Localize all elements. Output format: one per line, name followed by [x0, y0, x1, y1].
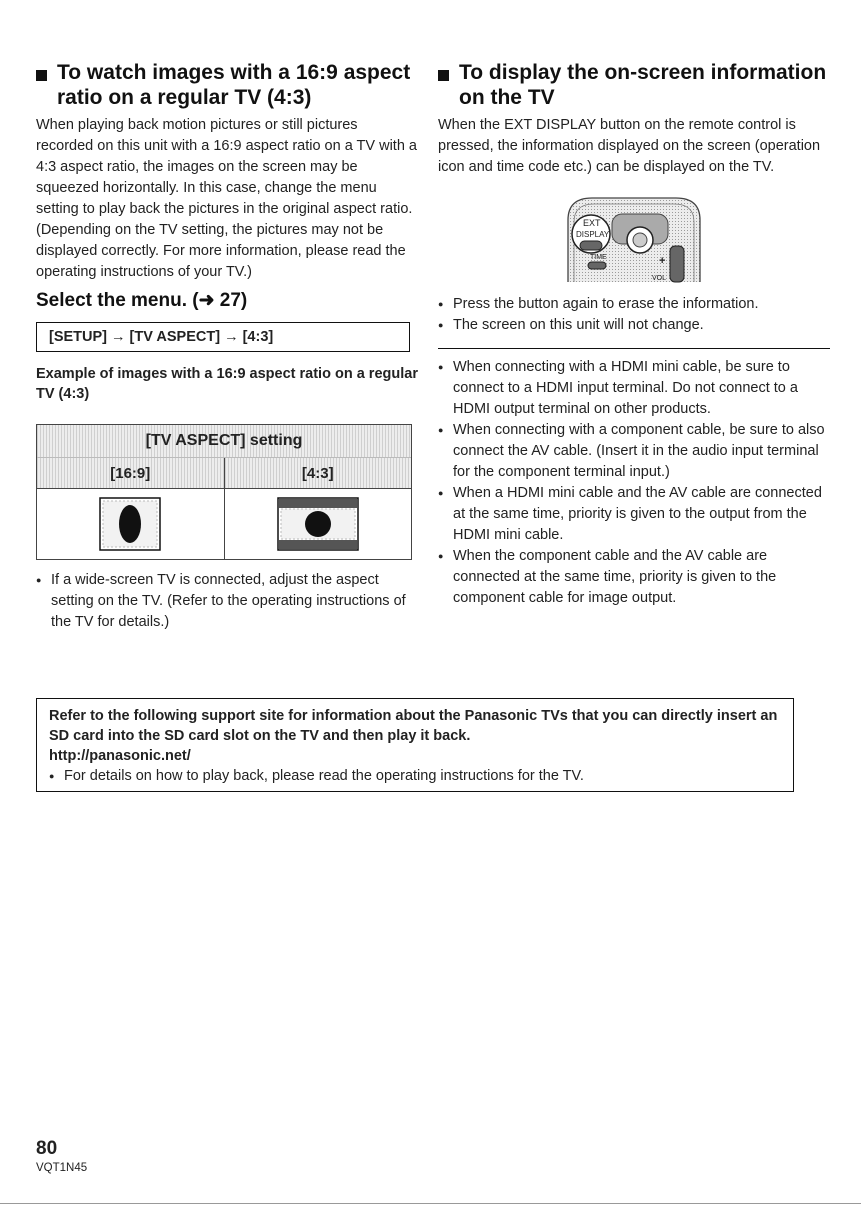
- list-item: ● When connecting with a HDMI mini cable, be sure to connect to a HDMI input terminal. Do not connect to a HDMI output terminal on other products.: [438, 357, 830, 420]
- tab-16-9: [16:9]: [37, 458, 224, 488]
- connection-notes: [438, 357, 830, 609]
- bottom-rule: [0, 1203, 861, 1204]
- menu-path-text: [SETUP] → [TV ASPECT] → [4:3]: [49, 329, 274, 345]
- tv-aspect-examples: [37, 489, 411, 559]
- remote-control-illustration: [438, 194, 830, 284]
- list-item: ● If a wide-screen TV is connected, adjust the aspect setting on the TV. (Refer to the operating instructions of the TV for details.): [36, 570, 418, 633]
- list-item: ● The screen on this unit will not change.: [438, 315, 830, 336]
- aspect-paragraph: When playing back motion pictures or still pictures recorded on this unit with a 16:9 aspect ratio on a TV with a 4:3 aspect ratio, the images on the screen may be squeezed horizontally. In this case, change the menu setting to play back the pictures in the original aspect ratio. (Depending on the TV setting, the pictures may not be displayed correctly. For more information, please read the operating instructions of your TV.): [36, 117, 417, 280]
- squeezed-image-icon: [99, 497, 161, 551]
- letterbox-image-icon: [277, 497, 359, 551]
- left-column: [36, 60, 418, 633]
- list-item: ● When connecting with a component cable, be sure to also connect the AV cable. (Insert it in the audio input terminal for the component terminal input.): [438, 420, 830, 483]
- support-site-notice: [36, 698, 794, 792]
- left-notes: [36, 570, 418, 633]
- section-heading-aspect: [36, 60, 418, 110]
- document-code: VQT1N45: [36, 1162, 88, 1174]
- example-16-9-cell: [37, 489, 224, 559]
- ext-label: EXT: [583, 218, 601, 228]
- menu-path-box: [36, 322, 410, 352]
- support-url: http://panasonic.net/: [49, 748, 191, 764]
- onscreen-paragraph: When the EXT DISPLAY button on the remote control is pressed, the information displayed on the screen (operation icon and time code etc.) can be displayed on the TV.: [438, 117, 821, 175]
- divider: [438, 348, 830, 349]
- list-item: ● Press the button again to erase the information.: [438, 294, 830, 315]
- notice-notes: [49, 766, 781, 787]
- example-title: Example of images with a 16:9 aspect ratio on a regular TV (4:3): [36, 366, 418, 402]
- vol-label: VOL: [652, 275, 667, 282]
- list-item: ● When the component cable and the AV cable are connected at the same time, priority is given to the component cable for image output.: [438, 546, 830, 609]
- list-item: ● For details on how to play back, please read the operating instructions for the TV.: [49, 766, 781, 787]
- example-4-3-cell: [224, 489, 412, 559]
- section-heading-onscreen: [438, 60, 830, 110]
- tab-4-3: [4:3]: [224, 458, 412, 488]
- tv-aspect-tabs: [37, 457, 411, 489]
- page-number: 80: [36, 1138, 58, 1159]
- square-bullet-icon: [36, 70, 47, 81]
- heading-onscreen-info: To display the on-screen information on the TV: [459, 61, 827, 109]
- remote-control-icon: [564, 194, 704, 284]
- tv-aspect-setting-header: [TV ASPECT] setting: [37, 425, 411, 457]
- list-item: ● When a HDMI mini cable and the AV cable are connected at the same time, priority is given to the output from the HDMI mini cable.: [438, 483, 830, 546]
- notice-text: Refer to the following support site for information about the Panasonic TVs that you can directly insert an SD card into the SD card slot on the TV and then play it back.: [49, 708, 778, 744]
- heading-aspect-ratio: To watch images with a 16:9 aspect ratio on a regular TV (4:3): [57, 61, 411, 109]
- onscreen-notes: [438, 294, 830, 336]
- vol-plus-label: +: [659, 255, 666, 267]
- tv-aspect-screen-illustration: [36, 424, 412, 560]
- time-label: TIME: [590, 254, 607, 261]
- select-menu-heading: Select the menu. (➜ 27): [36, 290, 248, 311]
- square-bullet-icon: [438, 70, 449, 81]
- display-label: DISPLAY: [576, 230, 610, 239]
- right-column: [438, 60, 830, 609]
